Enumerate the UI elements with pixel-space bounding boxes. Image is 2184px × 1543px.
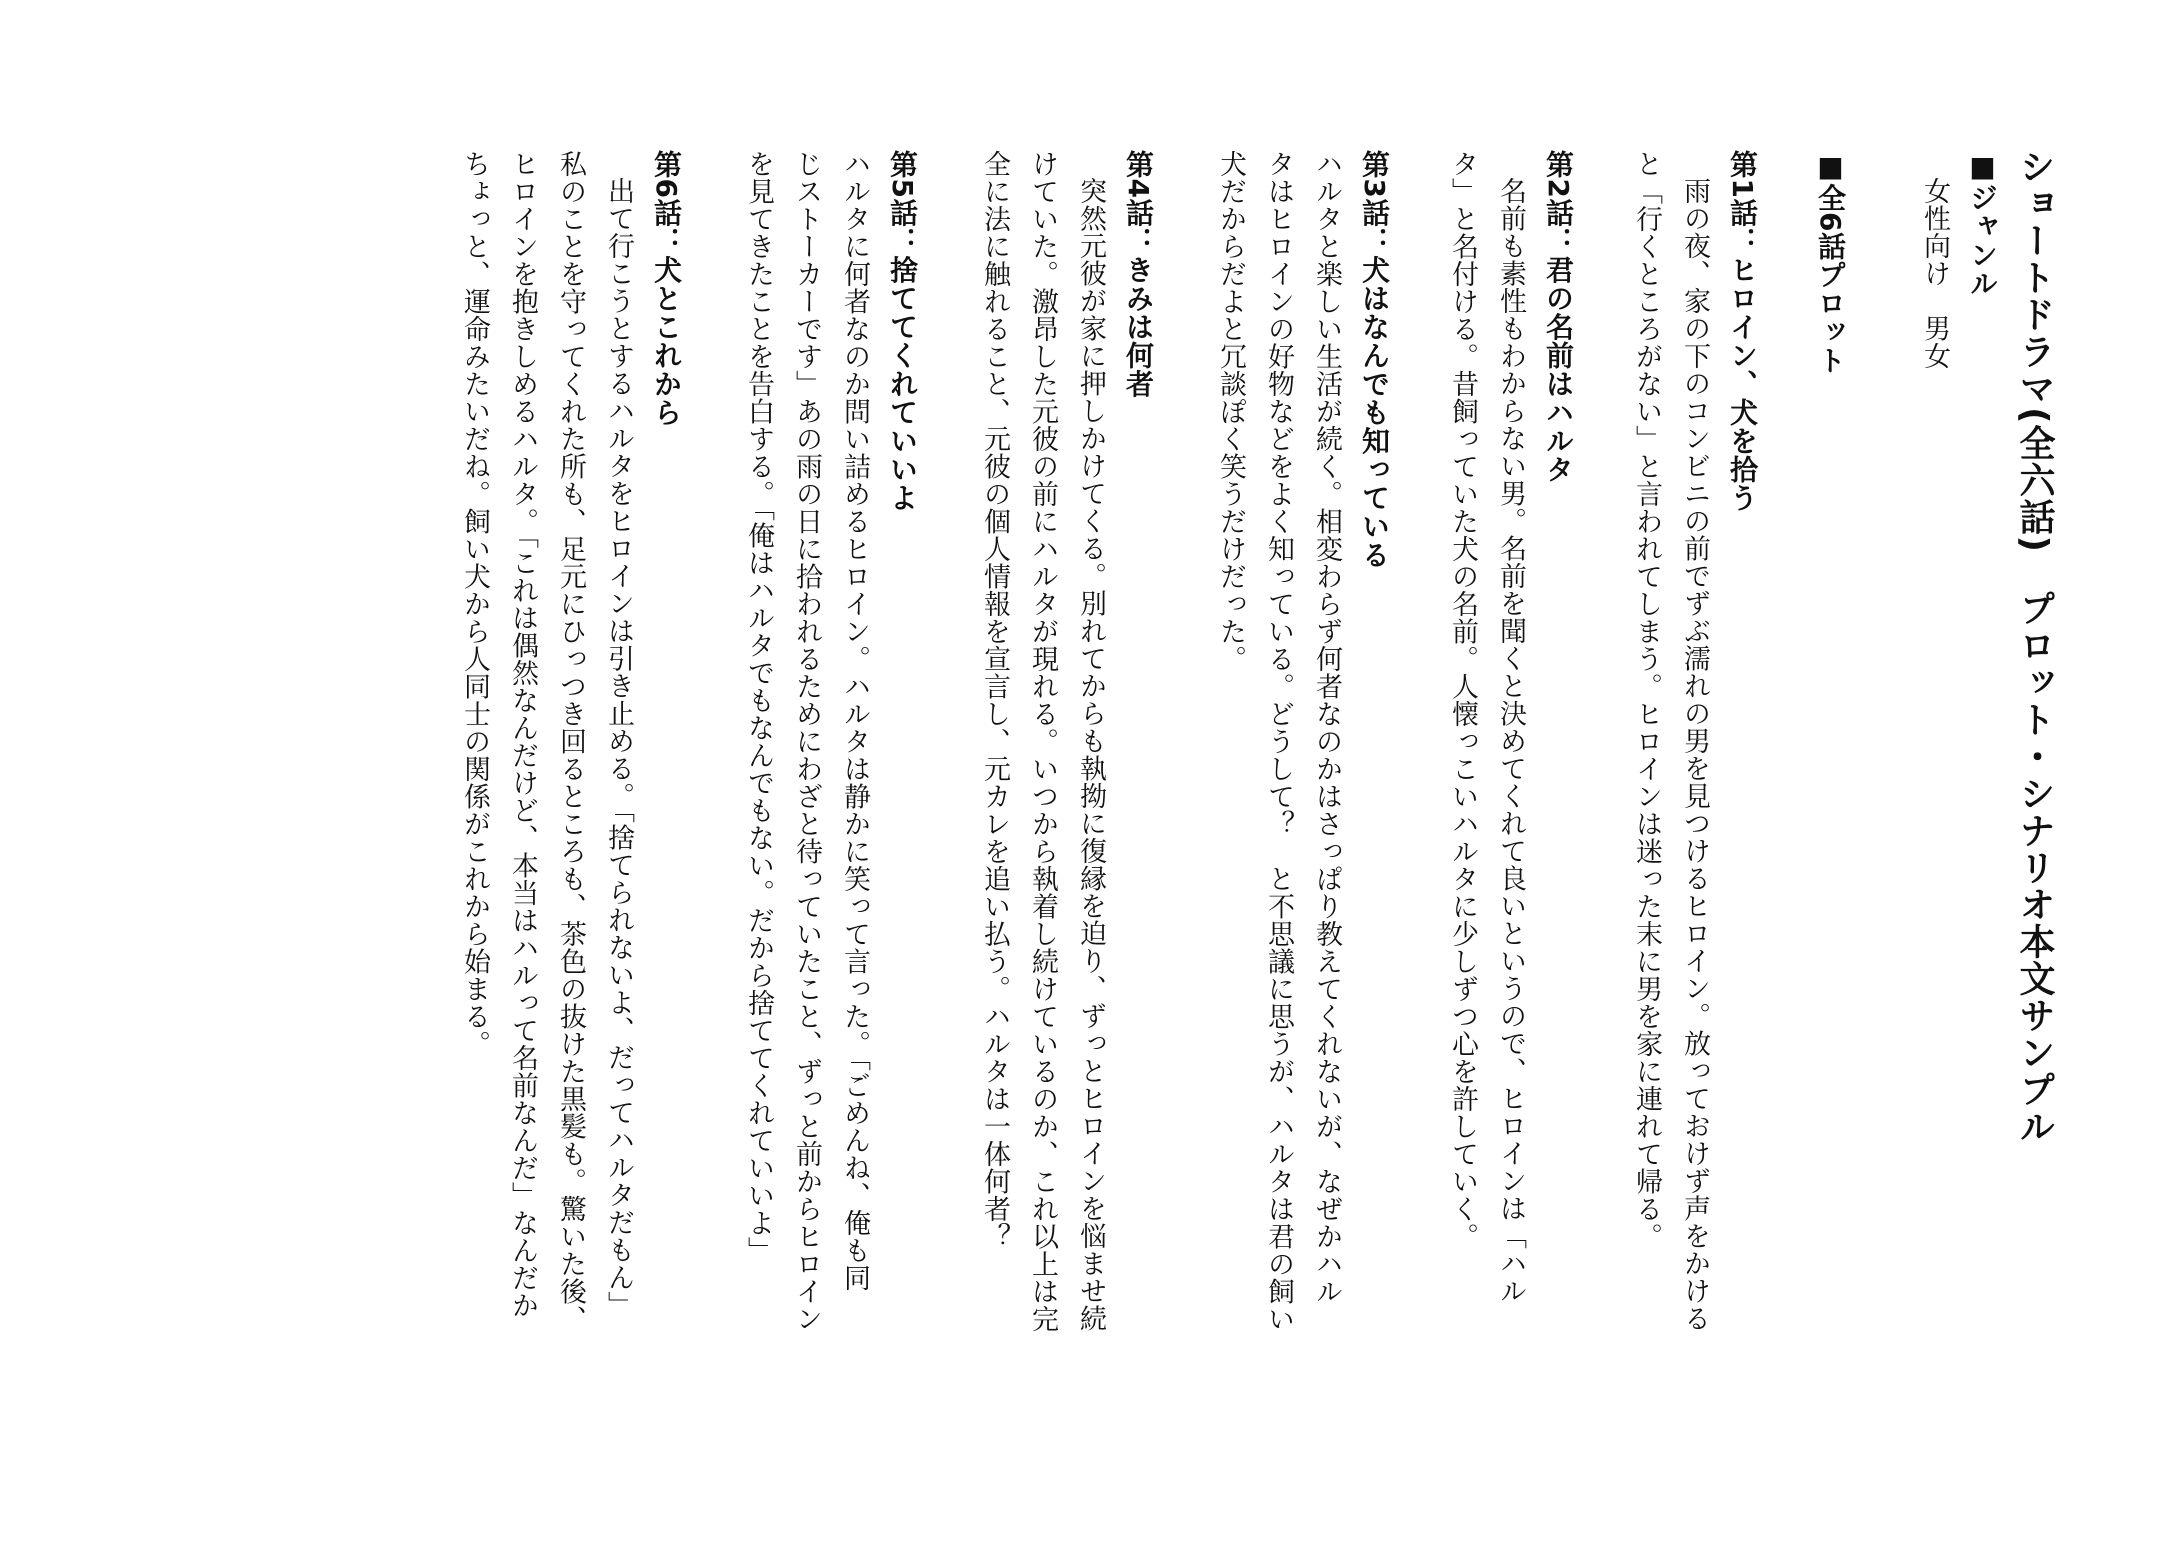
episode-2-heading: 第2話：君の名前はハルタ (1542, 150, 1575, 484)
episode-1-line: と「行くところがない」と言われてしまう。ヒロインは迷った末に男を家に連れて帰る。 (1631, 150, 1662, 1250)
genre-heading: ■ジャンル (1966, 150, 1999, 298)
episode-6-line: ちょっと、運命みたいだね。飼い犬から人同士の関係がこれから始まる。 (459, 150, 490, 1058)
episode-4-heading: 第4話：きみは何者 (1122, 150, 1155, 398)
episode-3-line: タはヒロインの好物などをよく知っている。どうして？ と不思議に思うが、ハルタは君の飼い (1263, 150, 1294, 1333)
genre-value: 女性向け 男女 (1919, 177, 1950, 370)
episode-3-line: ハルタと楽しい生活が続く。相変わらず何者なのかはさっぱり教えてくれないが、なぜかハル (1311, 150, 1342, 1305)
episode-2-line: タ」と名付ける。昔飼っていた犬の名前。人懐っこいハルタに少しずつ心を許していく。 (1447, 150, 1478, 1250)
episode-4-line: 突然元彼が家に押しかけてくる。別れてからも執拗に復縁を迫り、ずっとヒロインを悩ませ続 (1075, 177, 1106, 1332)
episode-1-heading: 第1話：ヒロイン、犬を拾う (1726, 150, 1759, 512)
episode-6-line: 私のことを守ってくれた所も、足元にひっつき回るところも、茶色の抜けた黒髪も。驚いた後、 (555, 150, 586, 1333)
episode-5-heading: 第5話：捨ててくれていいよ (886, 150, 919, 512)
episode-5-line: じストーカーです」あの雨の日に拾われるためにわざと待っていたこと、ずっと前からヒロイン (791, 150, 822, 1333)
episode-2-line: 名前も素性もわからない男。名前を聞くと決めてくれて良いというので、ヒロインは「ハル (1495, 177, 1526, 1305)
episode-6-heading: 第6話：犬とこれから (650, 150, 683, 427)
episode-3-line: 犬だからだよと冗談ぽく笑うだけだった。 (1215, 150, 1246, 673)
episode-5-line: ハルタに何者なのか問い詰めるヒロイン。ハルタは静かに笑って言った。「ごめんね、俺も同 (839, 150, 870, 1292)
document-title: ショートドラマ(全六話) プロット・シナリオ本文サンプル (2014, 148, 2055, 1145)
episode-3-heading: 第3話：犬はなんでも知っている (1358, 150, 1391, 569)
episode-4-line: 全に法に触れること、元彼の個人情報を宣言し、元カレを追い払う。ハルタは一体何者？ (979, 150, 1010, 1250)
episode-5-line: を見てきたことを告白する。「俺はハルタでもなんでもない。だから捨ててくれていいよ」 (743, 150, 774, 1264)
episode-6-line: 出て行こうとするハルタをヒロインは引き止める。「捨てられないよ、だってハルタだもん」 (603, 177, 634, 1319)
episode-1-line: 雨の夜、家の下のコンビニの前でずぶ濡れの男を見つけるヒロイン。放っておけず声をかける (1679, 177, 1710, 1332)
episode-4-line: けていた。激昂した元彼の前にハルタが現れる。いつから執着し続けているのか、これ以上は完 (1027, 150, 1058, 1333)
plot-heading: ■全6話プロット (1814, 150, 1847, 375)
episode-6-line: ヒロインを抱きしめるハルタ。「これは偶然なんだけど、本当はハルって名前なんだ」なんだか (507, 150, 538, 1319)
